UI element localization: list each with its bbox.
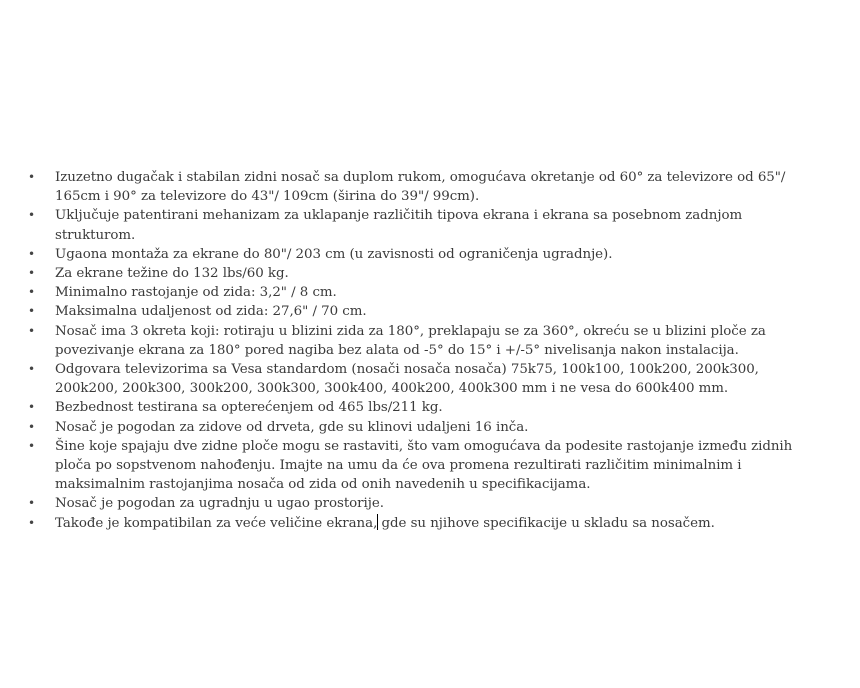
list-item-text-after-cursor[interactable]: gde su njihove specifikacije u skladu sa nosačem. bbox=[377, 515, 715, 531]
list-item bbox=[0, 264, 860, 283]
list-item bbox=[0, 245, 860, 264]
list-item-text: Nosač je pogodan za zidove od drveta, gde su klinovi udaljeni 16 inča. bbox=[55, 419, 529, 435]
list-item bbox=[0, 418, 860, 437]
list-item bbox=[0, 398, 860, 417]
bullet-icon: • bbox=[28, 246, 36, 261]
feature-list bbox=[0, 168, 860, 533]
bullet-icon: • bbox=[28, 323, 36, 338]
document-page bbox=[0, 168, 860, 533]
bullet-icon: • bbox=[28, 362, 36, 377]
bullet-icon: • bbox=[28, 515, 36, 530]
list-item-text: Maksimalna udaljenost od zida: 27,6" / 70 cm. bbox=[55, 304, 367, 320]
bullet-icon: • bbox=[28, 266, 36, 281]
list-item-text: Šine koje spajaju dve zidne ploče mogu se rastaviti, što vam omogućava da podesite rastojanje između zidnih ploča po sopstvenom nahođenju. Imajte na umu da će ova promena rezultirati različitim minimalnim i maksimalnim rastojanjima nosača od zida od onih navedenih u specifikacijama. bbox=[55, 438, 793, 493]
list-item-text: Nosač ima 3 okreta koji: rotiraju u blizini zida za 180°, preklapaju se za 360°, okreću se u blizini ploče za povezivanje ekrana za 180° pored nagiba bez alata od -5° do 15° i +/-5° nivelisanja nakon instalacija. bbox=[55, 323, 766, 358]
list-item bbox=[0, 494, 860, 513]
list-item-text: Uključuje patentirani mehanizam za uklapanje različitih tipova ekrana i ekrana sa posebnom zadnjom strukturom. bbox=[55, 208, 743, 243]
list-item-text: Bezbednost testirana sa opterećenjem od 465 lbs/211 kg. bbox=[55, 400, 443, 416]
list-item-text: Izuzetno dugačak i stabilan zidni nosač sa duplom rukom, omogućava okretanje od 60° za televizore od 65"/ 165cm i 90° za televizore do 43"/ 109cm (širina do 39"/ 99cm). bbox=[55, 170, 786, 205]
list-item bbox=[0, 437, 860, 495]
list-item-text: Odgovara televizorima sa Vesa standardom (nosači nosača nosača) 75k75, 100k100, 100k200, 200k300, 200k200, 200k300, 300k200, 300k300, 300k400, 400k200, 400k300 mm i ne vesa do 600k400 mm. bbox=[55, 362, 759, 397]
bullet-icon: • bbox=[28, 285, 36, 300]
list-item-editing[interactable] bbox=[0, 514, 860, 533]
bullet-icon: • bbox=[28, 304, 36, 319]
bullet-icon: • bbox=[28, 419, 36, 434]
list-item-text: Nosač je pogodan za ugradnju u ugao prostorije. bbox=[55, 496, 384, 512]
list-item bbox=[0, 302, 860, 321]
list-item-text: Ugaona montaža za ekrane do 80"/ 203 cm (u zavisnosti od ograničenja ugradnje). bbox=[55, 246, 613, 262]
list-item-text-before-cursor[interactable]: Takođe je kompatibilan za veće veličine ekrana, bbox=[55, 515, 378, 531]
bullet-icon: • bbox=[28, 208, 36, 223]
bullet-icon: • bbox=[28, 496, 36, 511]
list-item-text: Za ekrane težine do 132 lbs/60 kg. bbox=[55, 266, 289, 282]
list-item-text: Minimalno rastojanje od zida: 3,2" / 8 cm. bbox=[55, 285, 337, 301]
list-item bbox=[0, 322, 860, 360]
list-item bbox=[0, 360, 860, 398]
list-item bbox=[0, 206, 860, 244]
bullet-icon: • bbox=[28, 400, 36, 415]
bullet-icon: • bbox=[28, 170, 36, 184]
list-item bbox=[0, 168, 860, 206]
bullet-icon: • bbox=[28, 438, 36, 453]
list-item bbox=[0, 283, 860, 302]
